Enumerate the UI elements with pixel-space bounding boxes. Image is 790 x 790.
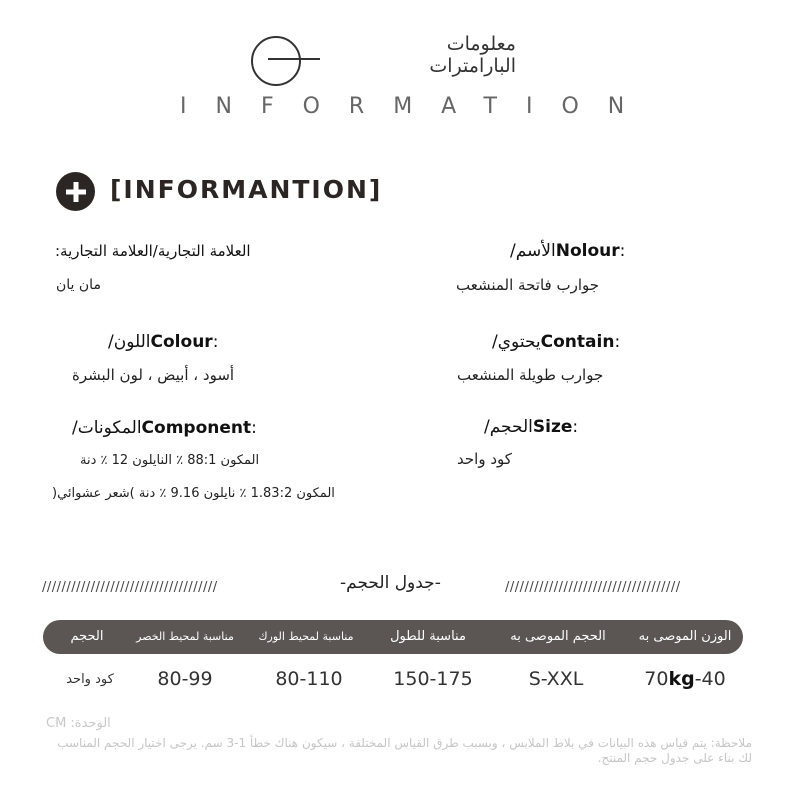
header-hip: مناسبة لمحيط الورك (258, 630, 354, 643)
component-label (72, 418, 257, 438)
header-subtitle: INFORMATION (180, 94, 654, 119)
header-weight: الوزن الموصى به (638, 629, 732, 644)
row-hip: 80-110 (275, 668, 343, 690)
divider-left: //////////////////////////////////// (42, 580, 218, 595)
unit-label: الوحدة: CM (46, 716, 111, 731)
component-value-line1: المكون 88:1 ٪ النايلون 12 ٪ دنة (80, 453, 260, 468)
colour-value: أسود ، أبيض ، لون البشرة (72, 366, 235, 384)
contain-label-en: Contain (540, 332, 615, 352)
plus-icon (56, 172, 95, 211)
header-length: مناسبة للطول (390, 629, 466, 644)
header-recommended-size: الحجم الموصى به (510, 629, 606, 644)
name-value: جوارب فاتحة المنشعب (456, 276, 600, 294)
header-title-line2: البارامترات (429, 55, 516, 77)
header-title-line1: معلومات (446, 33, 516, 55)
brand-value: مان يان (56, 277, 101, 293)
brand-label: العلامة التجارية/العلامة التجارية: (55, 242, 251, 260)
row-recommended-size: S-XXL (528, 668, 584, 690)
contain-value: جوارب طويلة المنشعب (457, 366, 604, 384)
size-chart-title: -جدول الحجم- (340, 573, 441, 593)
colour-label-en: Colour (150, 332, 213, 352)
colour-label-colon: : (212, 332, 219, 352)
header-size: الحجم (70, 629, 104, 644)
brand-logo-circle-icon (251, 36, 301, 86)
name-label-ar: الأسم/ (510, 241, 556, 261)
size-label-colon: : (572, 417, 579, 437)
name-label-en: Nolour (555, 241, 620, 261)
name-label (510, 241, 625, 261)
component-label-ar: المكونات/ (72, 418, 142, 438)
row-weight-unit: kg (668, 668, 695, 690)
component-label-en: Component (141, 418, 252, 438)
row-weight-num2: -40 (694, 668, 726, 690)
size-label (484, 417, 578, 437)
contain-label-colon: : (614, 332, 621, 352)
colour-label (108, 332, 218, 352)
section-title: [INFORMANTION] (110, 175, 383, 204)
row-length: 150-175 (393, 668, 473, 690)
row-weight-num1: 70 (644, 668, 669, 690)
contain-label (492, 332, 620, 352)
size-value: كود واحد (457, 450, 512, 468)
brand-logo-line (268, 58, 320, 60)
header-title (400, 33, 516, 77)
measurement-note: ملاحظة: يتم قياس هذه البيانات في بلاط الملابس ، وبسبب طرق القياس المختلفة ، سيكون هناك خطأ 1-3 سم. يرجى اختيار الحجم المناسب لك بناء على جدول حجم المنتج. (57, 736, 752, 765)
row-size: كود واحد (66, 672, 114, 687)
name-label-colon: : (619, 241, 626, 261)
header-waist: مناسبة لمحيط الخصر (136, 630, 234, 643)
size-label-en: Size (532, 417, 573, 437)
contain-label-ar: يحتوي/ (492, 332, 541, 352)
size-table-header (43, 620, 743, 654)
colour-label-ar: اللون/ (108, 332, 151, 352)
size-label-ar: الحجم/ (484, 417, 533, 437)
row-weight (630, 668, 740, 690)
component-label-colon: : (251, 418, 257, 438)
row-waist: 80-99 (157, 668, 213, 690)
component-value-line2: المكون 1.83:2 ٪ نايلون 9.16 ٪ دنة )شعر عشوائي( (52, 486, 335, 501)
divider-right: //////////////////////////////////// (505, 580, 681, 595)
